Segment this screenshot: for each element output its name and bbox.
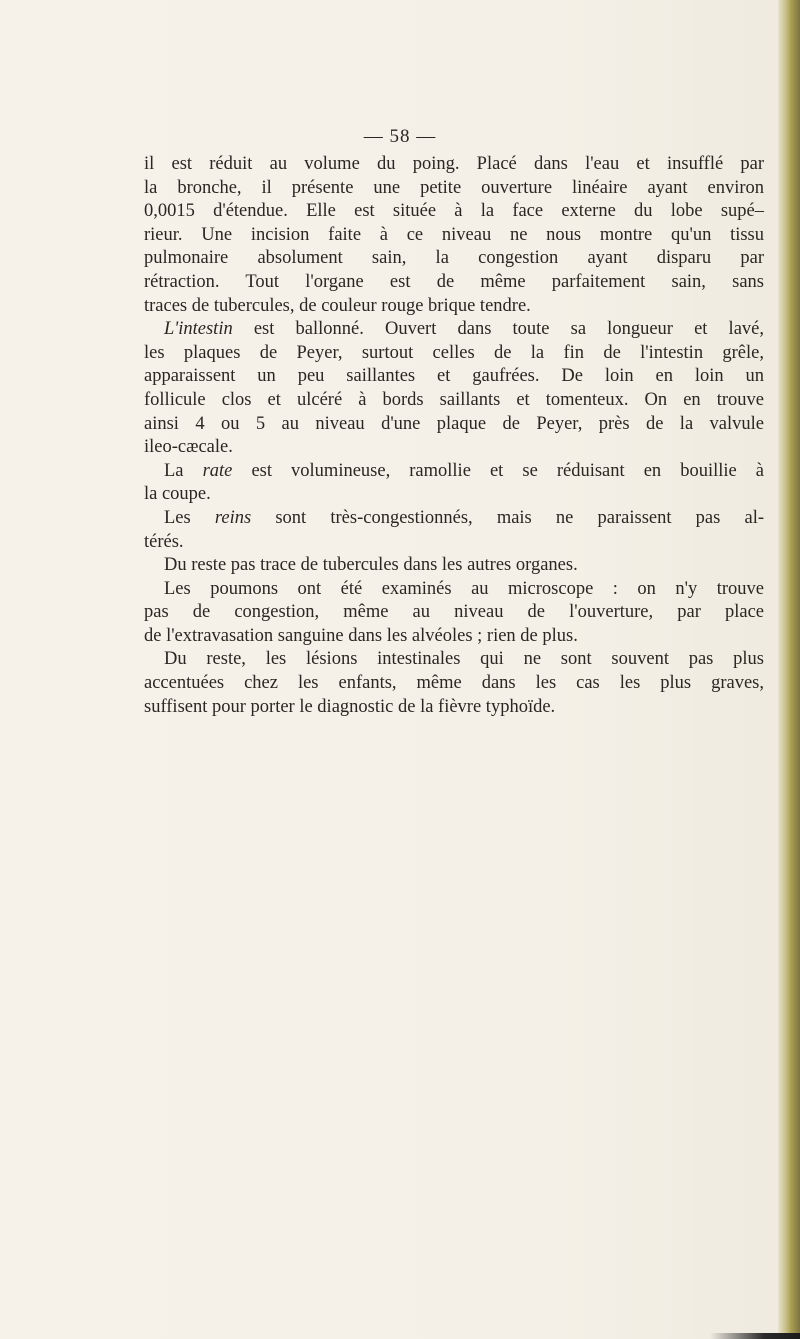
text-line: [144, 342, 764, 366]
text-line: [144, 153, 764, 177]
text-line-content: rieur. Une incision faite à ce niveau ne nous montre qu'un tissu: [144, 224, 764, 245]
text-line: [144, 554, 764, 578]
text-line: [144, 601, 764, 625]
text-line: [144, 318, 764, 342]
text-line-prefix: La: [164, 460, 203, 481]
text-line-content: Du reste, les lésions intestinales qui ne sont souvent pas plus: [164, 649, 764, 670]
text-line-content: la coupe.: [144, 484, 211, 505]
text-line: [144, 295, 764, 319]
text-line-content: 0,0015 d'étendue. Elle est située à la face externe du lobe supé–: [144, 201, 764, 222]
text-line: [144, 625, 764, 649]
text-line-content: la bronche, il présente une petite ouverture linéaire ayant environ: [144, 177, 764, 198]
text-line-content: Les poumons ont été examinés au microscope : on n'y trouve: [164, 578, 764, 599]
text-line-content: ainsi 4 ou 5 au niveau d'une plaque de Peyer, près de la valvule: [144, 413, 764, 434]
text-line: [144, 200, 764, 224]
text-line-content: pas de congestion, même au niveau de l'ouverture, par place: [144, 602, 764, 623]
text-line-content: il est réduit au volume du poing. Placé dans l'eau et insufflé par: [144, 154, 764, 174]
text-line: [144, 413, 764, 437]
text-line: [144, 365, 764, 389]
text-line-content: accentuées chez les enfants, même dans les cas les plus graves,: [144, 673, 764, 694]
text-line: [144, 531, 764, 555]
text-line-content: de l'extravasation sanguine dans les alvéoles ; rien de plus.: [144, 625, 578, 646]
text-line-emphasis: reins: [214, 507, 252, 528]
text-line-content: sont très-congestionnés, mais ne paraissent pas al-: [251, 507, 764, 528]
text-line: [144, 177, 764, 201]
text-line-content: rétraction. Tout l'organe est de même parfaitement sain, sans: [144, 271, 764, 292]
text-line-content: suffisent pour porter le diagnostic de la fièvre typhoïde.: [144, 696, 556, 717]
text-line: [144, 224, 764, 248]
text-line-content: les plaques de Peyer, surtout celles de la fin de l'intestin grêle,: [144, 342, 764, 363]
text-line: [144, 507, 764, 531]
body-text: [144, 153, 764, 719]
text-line-content: pulmonaire absolument sain, la congestion ayant disparu par: [144, 248, 764, 269]
page-binding-edge: [778, 0, 800, 1339]
text-line-content: apparaissent un peu saillantes et gaufrées. De loin en loin un: [144, 366, 764, 387]
text-line-content: est volumineuse, ramollie et se réduisant en bouillie à: [232, 460, 764, 481]
text-line-content: follicule clos et ulcéré à bords saillants et tomenteux. On en trouve: [144, 389, 764, 410]
text-line: [144, 672, 764, 696]
text-line: [144, 247, 764, 271]
text-line-prefix: Les: [164, 507, 215, 528]
text-line-content: est ballonné. Ouvert dans toute sa longueur et lavé,: [232, 319, 764, 340]
text-line: [144, 483, 764, 507]
text-line: [144, 696, 764, 720]
text-line-emphasis: L'intestin: [164, 319, 233, 340]
text-line: [144, 648, 764, 672]
text-line: [144, 389, 764, 413]
text-line-content: traces de tubercules, de couleur rouge brique tendre.: [144, 295, 531, 316]
text-line-content: ileo-cæcale.: [144, 437, 233, 458]
text-line: [144, 460, 764, 484]
page-corner-shadow: [710, 1333, 800, 1339]
text-line: [144, 271, 764, 295]
text-line-emphasis: rate: [202, 460, 233, 481]
text-line-content: Du reste pas trace de tubercules dans les autres organes.: [164, 555, 578, 576]
text-line-content: térés.: [144, 531, 184, 552]
text-line: [144, 436, 764, 460]
page-number: — 58 —: [363, 126, 437, 147]
text-line: [144, 578, 764, 602]
